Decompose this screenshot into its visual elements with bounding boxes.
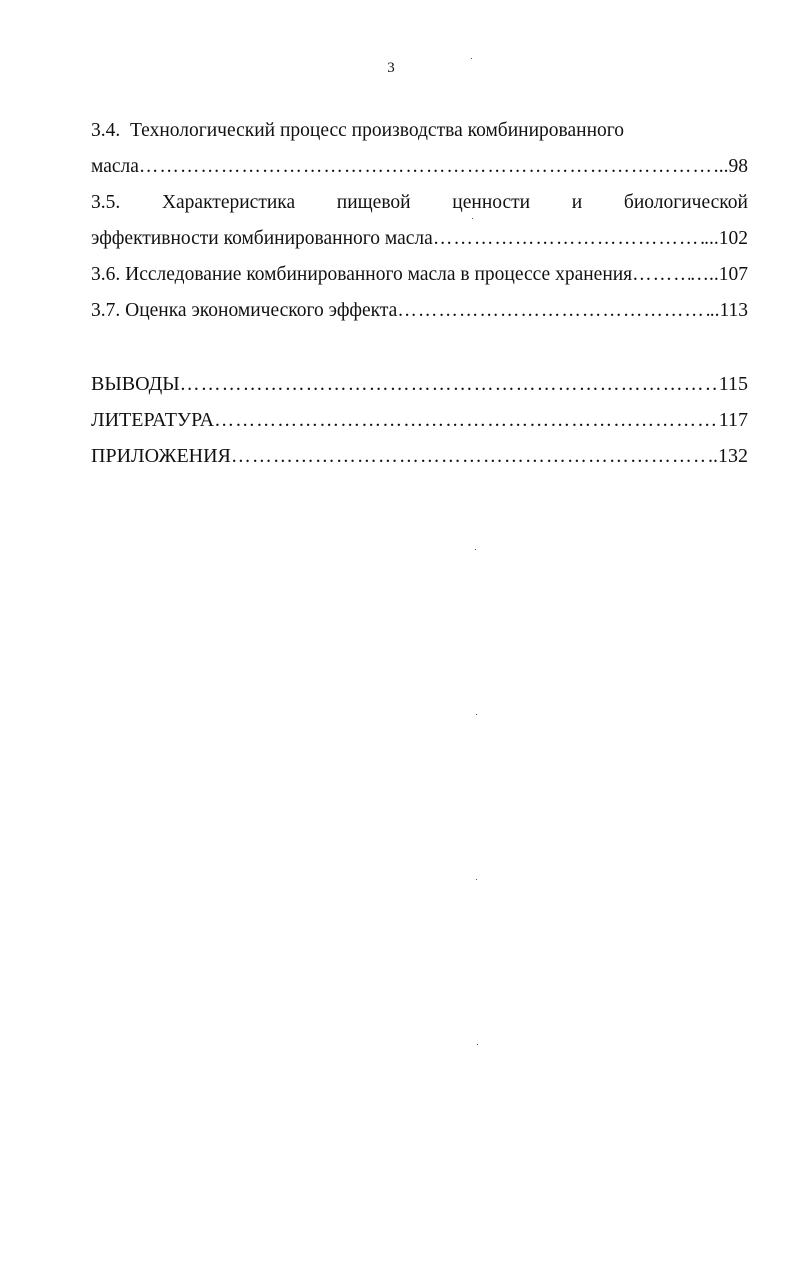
toc-entry-title: масла — [91, 156, 139, 177]
dot-leader — [632, 257, 689, 293]
scan-speck — [476, 714, 477, 715]
toc-entry-3-7 — [91, 293, 748, 329]
toc-entry-word: и — [571, 192, 583, 213]
toc-entry-title: ЛИТЕРАТУРА — [91, 409, 215, 431]
toc-entry-title: 3.7. Оценка экономического эффекта — [91, 300, 398, 321]
toc-entry-word: пищевой — [336, 192, 411, 213]
toc-entry-3-6 — [91, 257, 748, 293]
scan-speck — [477, 1044, 478, 1045]
toc-entry-title: ВЫВОДЫ — [91, 373, 180, 395]
toc-entry-title: 3.6. Исследование комбинированного масла в процессе хранения — [91, 264, 633, 285]
toc-entry-page: ...102 — [704, 228, 748, 249]
toc-entry-page: 115 — [718, 373, 748, 395]
toc-entry-word: Характеристика — [161, 192, 296, 213]
toc-entry-3-4-line2 — [91, 149, 748, 185]
table-of-contents — [91, 113, 748, 474]
toc-entry-title: 3.4. Технологический процесс производства комбинированного — [91, 120, 625, 141]
toc-entry-title: эффективности комбинированного масла — [91, 228, 433, 249]
toc-entry-appendices — [91, 438, 748, 474]
dot-leader — [180, 366, 719, 402]
toc-entry-page: ..98 — [718, 156, 748, 177]
dot-leader — [139, 149, 719, 185]
spacer — [91, 329, 748, 366]
scan-speck — [471, 58, 472, 59]
toc-entry-word: 3.5. — [91, 192, 121, 213]
toc-entry-3-4-line1 — [91, 113, 748, 149]
toc-entry-page: 117 — [718, 409, 748, 431]
toc-entry-page: …..107 — [689, 264, 748, 285]
scan-speck — [476, 879, 477, 880]
scan-speck — [472, 218, 473, 219]
dot-leader — [397, 293, 709, 329]
toc-entry-page: ..113 — [709, 300, 748, 321]
toc-entry-title: ПРИЛОЖЕНИЯ — [91, 445, 231, 467]
scan-speck — [475, 549, 476, 550]
page-number: 3 — [387, 60, 395, 76]
toc-entry-3-5-line2 — [91, 221, 748, 257]
toc-entry-literature — [91, 402, 748, 438]
toc-entry-word: биологической — [623, 192, 748, 213]
toc-entry-conclusions — [91, 366, 748, 402]
toc-entry-word: ценности — [452, 192, 531, 213]
dot-leader — [214, 402, 719, 438]
toc-entry-3-5-line1 — [91, 185, 748, 221]
toc-entry-page: ..132 — [708, 445, 748, 467]
dot-leader — [433, 221, 704, 257]
dot-leader — [231, 438, 708, 474]
